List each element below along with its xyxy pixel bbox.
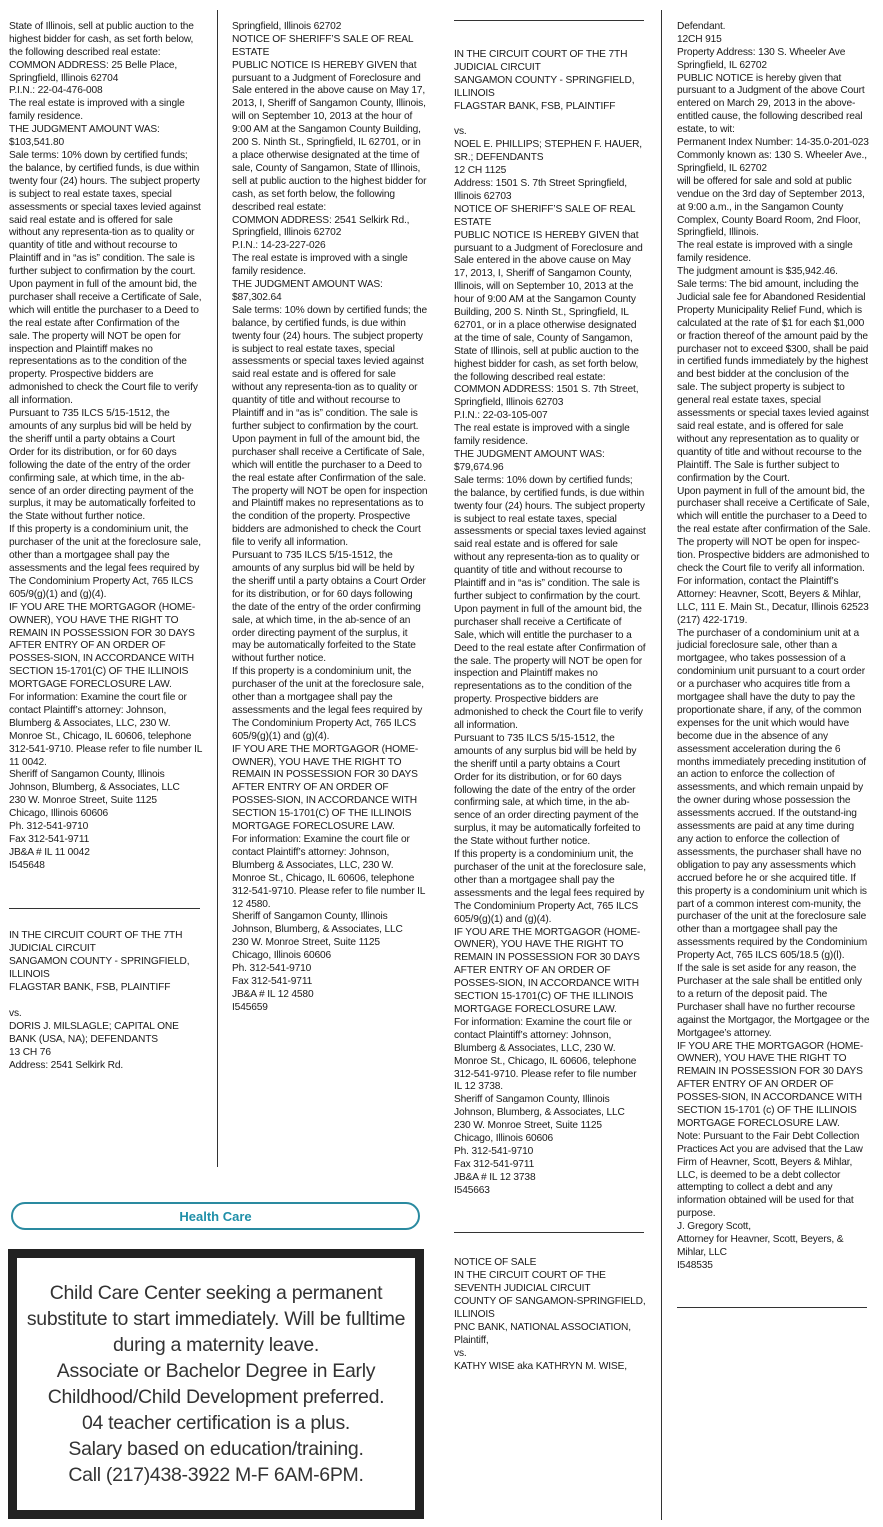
- notice-column-2: [232, 8, 428, 1028]
- section-banner-label: Health Care: [179, 1208, 252, 1224]
- section-divider: [454, 1232, 644, 1233]
- notice-column-3: [454, 36, 646, 1386]
- column-rule: [661, 10, 662, 1520]
- section-divider: [454, 20, 644, 21]
- notice-caption-milslagle: IN THE CIRCUIT COURT OF THE 7TH JUDICIAL CIRCUIT SANGAMON COUNTY - SPRINGFIELD, ILLINOIS FLAGSTAR BANK, FSB, PLAINTIFF vs. DORIS J. MILSLAGLE; CAPITAL ONE BANK (USA, NA); DEFENDANTS 13 CH 76 Address: 2541 Selkirk Rd.: [9, 930, 190, 1071]
- notice-caption-wise: NOTICE OF SALE IN THE CIRCUIT COURT OF THE SEVENTH JUDICIAL CIRCUIT COUNTY OF SANGAMON-SPRINGFIELD, ILLINOIS PNC BANK, NATIONAL ASSOCIATION, Plaintiff, vs. KATHY WISE aka KATHRYN M. WISE,: [454, 1257, 646, 1372]
- notice-sale-25-belle-place: State of Illinois, sell at public auction to the highest bidder for cash, as set forth below, the following described real estate: COMMON ADDRESS: 25 Belle Place, Springfield, Illinois 62704 P.I.N.: 22-04-476-008 The real estate is improved with a single family residence. THE JUDGMENT AMOUNT WAS: $103,541.80 Sale terms: 10% down by certified funds; the balance, by certified funds, is due within twenty four (24) hours. The subject property is subject to real estate taxes, special assessments or special taxes levied against said real estate and is offered for sale without any representa-tion as to quality or quantity of title and without recourse to Plaintiff and in “as is” condition. The sale is further subject to confirmation by the court. Upon payment in full of the amount bid, the purchaser shall receive a Certificate of Sale, which will entitle the purchaser to a Deed to the real estate after Confirmation of the sale. The property will NOT be open for inspection and Plaintiff makes no representations as to the condition of the property. Prospective bidders are admonished to check the Court file to verify all information. Pursuant to 735 ILCS 5/15-1512, the amounts of any surplus bid will be held by the sheriff until a party obtains a Court Order for its distribution, or for 60 days following the date of the entry of the order confirming sale, at which time, in the ab-sence of an order directing payment of the surplus, it may be automatically forfeited to the State without further notice. If this property is a condominium unit, the purchaser of the unit at the foreclosure sale, other than a mortgagee shall pay the assessments and the legal fees required by The Condominium Property Act, 765 ILCS 605/9(g)(1) and (g)(4). IF YOU ARE THE MORTGAGOR (HOME-OWNER), YOU HAVE THE RIGHT TO REMAIN IN POSSESSION FOR 30 DAYS AFTER ENTRY OF AN ORDER OF POSSES-SION, IN ACCORDANCE WITH SECTION 15-1701(C) OF THE ILLINOIS MORTGAGE FORECLOSURE LAW. For information: Examine the court file or contact Plaintiff’s attorney: Johnson, Blumberg & Associates, LLC, 230 W. Monroe St., Chicago, IL 60606, telephone 312-541-9710. Please refer to file number IL 11 0042. Sheriff of Sangamon County, Illinois Johnson, Blumberg, & Associates, LLC 230 W. Monroe Street, Suite 1125 Chicago, Illinois 60606 Ph. 312-541-9710 Fax 312-541-9711 JB&A # IL 11 0042 I545648: [9, 20, 202, 871]
- column-rule: [217, 10, 218, 1167]
- child-care-ad-text: Child Care Center seeking a permanent substitute to start immediately. Will be fulltime during a maternity leave. Associate or Bachelor Degree in Early Childhood/Child Development preferred. 04 teacher certification is a plus. Salary based on education/training. Call (217)438-3922 M-F 6AM-6PM.: [26, 1282, 406, 1486]
- notice-sale-130-s-wheeler: Defendant. 12CH 915 Property Address: 130 S. Wheeler Ave Springfield, IL 62702 PUBLIC NOTICE is hereby given that pursuant to a Judgment of the above Court entered on March 29, 2013 in the above-entitled cause, the following described real estate, to wit: Permanent Index Number: 14-35.0-201-023 Commonly known as: 130 S. Wheeler Ave., Springfield, IL 62702 will be offered for sale and sold at public vendue on the 3rd day of September 2013, at 9:00 a.m., in the Sangamon County Complex, County Board Room, 2nd Floor, Springfield, Illinois. The real estate is improved with a single family residence. The judgment amount is $35,942.46. Sale terms: The bid amount, including the Judicial sale fee for Abandoned Residential Property Municipality Relief Fund, which is calculated at the rate of $1 for each $1,000 or fraction thereof of the amount paid by the purchaser not to exceed $300, shall be paid in certified funds immediately by the highest and best bidder at the conclusion of the sale. The subject property is subject to general real estate taxes, special assessments or special taxes levied against said real estate, and is offered for sale without any representation as to quality or quantity of title and without recourse to the Plaintiff. The Sale is further subject to confirmation by the Court. Upon payment in full of the amount bid, the purchaser shall receive a Certificate of Sale, which will entitle the purchaser to a Deed to the real estate after confirmation of the Sale. The property will NOT be open for inspec-tion. Prospective bidders are admonished to check the Court file to verify all information. For information, contact the Plaintiff’s Attorney: Heavner, Scott, Beyers & Mihlar, LLC, 111 E. Main St., Decatur, Illinois 62523 (217) 422-1719. The purchaser of a condominium unit at a judicial foreclosure sale, other than a mortgagee, who takes possession of a condominium unit pursuant to a court order or a purchaser who acquires title from a mortgagee shall have the duty to pay the proportionate share, if any, of the common expenses for the unit which would have become due in the absence of any assessment acceleration during the 6 months immediately preceding institution of an action to enforce the collection of assessments, and which remain unpaid by the owner during whose possession the assessments accrued. If the outstand-ing assessments are paid at any time during any action to enforce the collection of assessments, the purchaser shall have no obligation to pay any assessments which accrued before he or she acquired title. If this property is a condominium unit which is part of a common interest com-munity, the purchaser of the unit at the foreclosure sale other than a mortgagee shall pay the assessments required by the Condominium Property Act, 765 ILCS 605/18.5 (g)(l). If the sale is set aside for any reason, the Purchaser at the sale shall be entitled only to a return of the deposit paid. The Purchaser shall have no further recourse against the Mortgagor, the Mortgagee or the Mortgagee’s attorney. IF YOU ARE THE MORTGAGOR (HOME-OWNER), YOU HAVE THE RIGHT TO REMAIN IN POSSESSION FOR 30 DAYS AFTER ENTRY OF AN ORDER OF POSSES-SION, IN ACCORDANCE WITH SECTION 15-1701 (c) OF THE ILLINOIS MORTGAGE FORECLOSURE LAW. Note: Pursuant to the Fair Debt Collection Practices Act you are advised that the Law Firm of Heavner, Scott, Beyers & Mihlar, LLC, is deemed to be a debt collector attempting to collect a debt and any information obtained will be used for that purpose. J. Gregory Scott, Attorney for Heavner, Scott, Beyers, & Mihlar, LLC I548535: [677, 20, 871, 1271]
- health-care-section-banner: [11, 1202, 420, 1230]
- notice-column-4: [677, 8, 871, 1321]
- notice-column-1: [9, 8, 202, 1085]
- section-divider: [9, 908, 200, 909]
- child-care-ad: [8, 1249, 424, 1519]
- notice-sale-2541-selkirk: Springfield, Illinois 62702 NOTICE OF SHERIFF’S SALE OF REAL ESTATE PUBLIC NOTICE IS HEREBY GIVEN that pursuant to a Judgment of Foreclosure and Sale entered in the above cause on May 17, 2013, I, Sheriff of Sangamon County, Illinois, will on September 10, 2013 at the hour of 9:00 AM at the Sangamon County Building, 200 S. Ninth St., Springfield, IL 62701, or in a place otherwise designated at the time of sale, County of Sangamon, State of Illinois, sell at public auction to the highest bidder for cash, as set forth below, the following described real estate: COMMON ADDRESS: 2541 Selkirk Rd., Springfield, Illinois 62702 P.I.N.: 14-23-227-026 The real estate is improved with a single family residence. THE JUDGMENT AMOUNT WAS: $87,302.64 Sale terms: 10% down by certified funds; the balance, by certified funds, is due within twenty four (24) hours. The subject property is subject to real estate taxes, special assessments or special taxes levied against said real estate and is offered for sale without any representa-tion as to quality or quantity of title and without recourse to Plaintiff and in “as is” condition. The sale is further subject to confirmation by the court. Upon payment in full of the amount bid, the purchaser shall receive a Certificate of Sale, which will entitle the purchaser to a Deed to the real estate after Confirmation of the sale. The property will NOT be open for inspection and Plaintiff makes no representations as to the condition of the property. Prospective bidders are admonished to check the Court file to verify all information. Pursuant to 735 ILCS 5/15-1512, the amounts of any surplus bid will be held by the sheriff until a party obtains a Court Order for its distribution, or for 60 days following the date of the entry of the order confirming sale, at which time, in the ab-sence of an order directing payment of the surplus, it may be automatically forfeited to the State without further notice. If this property is a condominium unit, the purchaser of the unit at the foreclosure sale, other than a mortgagee shall pay the assessments and the legal fees required by The Condominium Property Act, 765 ILCS 605/9(g)(1) and (g)(4). IF YOU ARE THE MORTGAGOR (HOME-OWNER), YOU HAVE THE RIGHT TO REMAIN IN POSSESSION FOR 30 DAYS AFTER ENTRY OF AN ORDER OF POSSES-SION, IN ACCORDANCE WITH SECTION 15-1701(C) OF THE ILLINOIS MORTGAGE FORECLOSURE LAW. For information: Examine the court file or contact Plaintiff’s attorney: Johnson, Blumberg & Associates, LLC, 230 W. Monroe St., Chicago, IL 60606, telephone 312-541-9710. Please refer to file number IL 12 4580. Sheriff of Sangamon County, Illinois Johnson, Blumberg, & Associates, LLC 230 W. Monroe Street, Suite 1125 Chicago, Illinois 60606 Ph. 312-541-9710 Fax 312-541-9711 JB&A # IL 12 4580 I545659: [232, 20, 428, 1013]
- notice-sale-1501-s-7th: IN THE CIRCUIT COURT OF THE 7TH JUDICIAL CIRCUIT SANGAMON COUNTY - SPRINGFIELD, ILLINOIS FLAGSTAR BANK, FSB, PLAINTIFF vs. NOEL E. PHILLIPS; STEPHEN F. HAUER, SR.; DEFENDANTS 12 CH 1125 Address: 1501 S. 7th Street Springfield, Illinois 62703 NOTICE OF SHERIFF’S SALE OF REAL ESTATE PUBLIC NOTICE IS HEREBY GIVEN that pursuant to a Judgment of Foreclosure and Sale entered in the above cause on May 17, 2013, I, Sheriff of Sangamon County, Illinois, will on September 10, 2013 at the hour of 9:00 AM at the Sangamon County Building, 200 S. Ninth St., Springfield, IL 62701, or in a place otherwise designated at the time of sale, County of Sangamon, State of Illinois, sell at public auction to the highest bidder for cash, as set forth below, the following described real estate: COMMON ADDRESS: 1501 S. 7th Street, Springfield, Illinois 62703 P.I.N.: 22-03-105-007 The real estate is improved with a single family residence. THE JUDGMENT AMOUNT WAS: $79,674.96 Sale terms: 10% down by certified funds; the balance, by certified funds, is due within twenty four (24) hours. The subject property is subject to real estate taxes, special assessments or special taxes levied against said real estate and is offered for sale without any representa-tion as to quality or quantity of title and without recourse to Plaintiff and in “as is” condition. The sale is further subject to confirmation by the court. Upon payment in full of the amount bid, the purchaser shall receive a Certificate of Sale, which will entitle the purchaser to a Deed to the real estate after Confirmation of the sale. The property will NOT be open for inspection and Plaintiff makes no representations as to the condition of the property. Prospective bidders are admonished to check the Court file to verify all information. Pursuant to 735 ILCS 5/15-1512, the amounts of any surplus bid will be held by the sheriff until a party obtains a Court Order for its distribution, or for 60 days following the date of the entry of the order confirming sale, at which time, in the ab-sence of an order directing payment of the surplus, it may be automatically forfeited to the State without further notice. If this property is a condominium unit, the purchaser of the unit at the foreclosure sale, other than a mortgagee shall pay the assessments and the legal fees required by The Condominium Property Act, 765 ILCS 605/9(g)(1) and (g)(4). IF YOU ARE THE MORTGAGOR (HOME-OWNER), YOU HAVE THE RIGHT TO REMAIN IN POSSESSION FOR 30 DAYS AFTER ENTRY OF AN ORDER OF POSSES-SION, IN ACCORDANCE WITH SECTION 15-1701(C) OF THE ILLINOIS MORTGAGE FORECLOSURE LAW. For information: Examine the court file or contact Plaintiff’s attorney: Johnson, Blumberg & Associates, LLC, 230 W. Monroe St., Chicago, IL 60606, telephone 312-541-9710. Please refer to file number IL 12 3738. Sheriff of Sangamon County, Illinois Johnson, Blumberg, & Associates, LLC 230 W. Monroe Street, Suite 1125 Chicago, Illinois 60606 Ph. 312-541-9710 Fax 312-541-9711 JB&A # IL 12 3738 I545663: [454, 48, 646, 1196]
- section-divider: [677, 1307, 867, 1308]
